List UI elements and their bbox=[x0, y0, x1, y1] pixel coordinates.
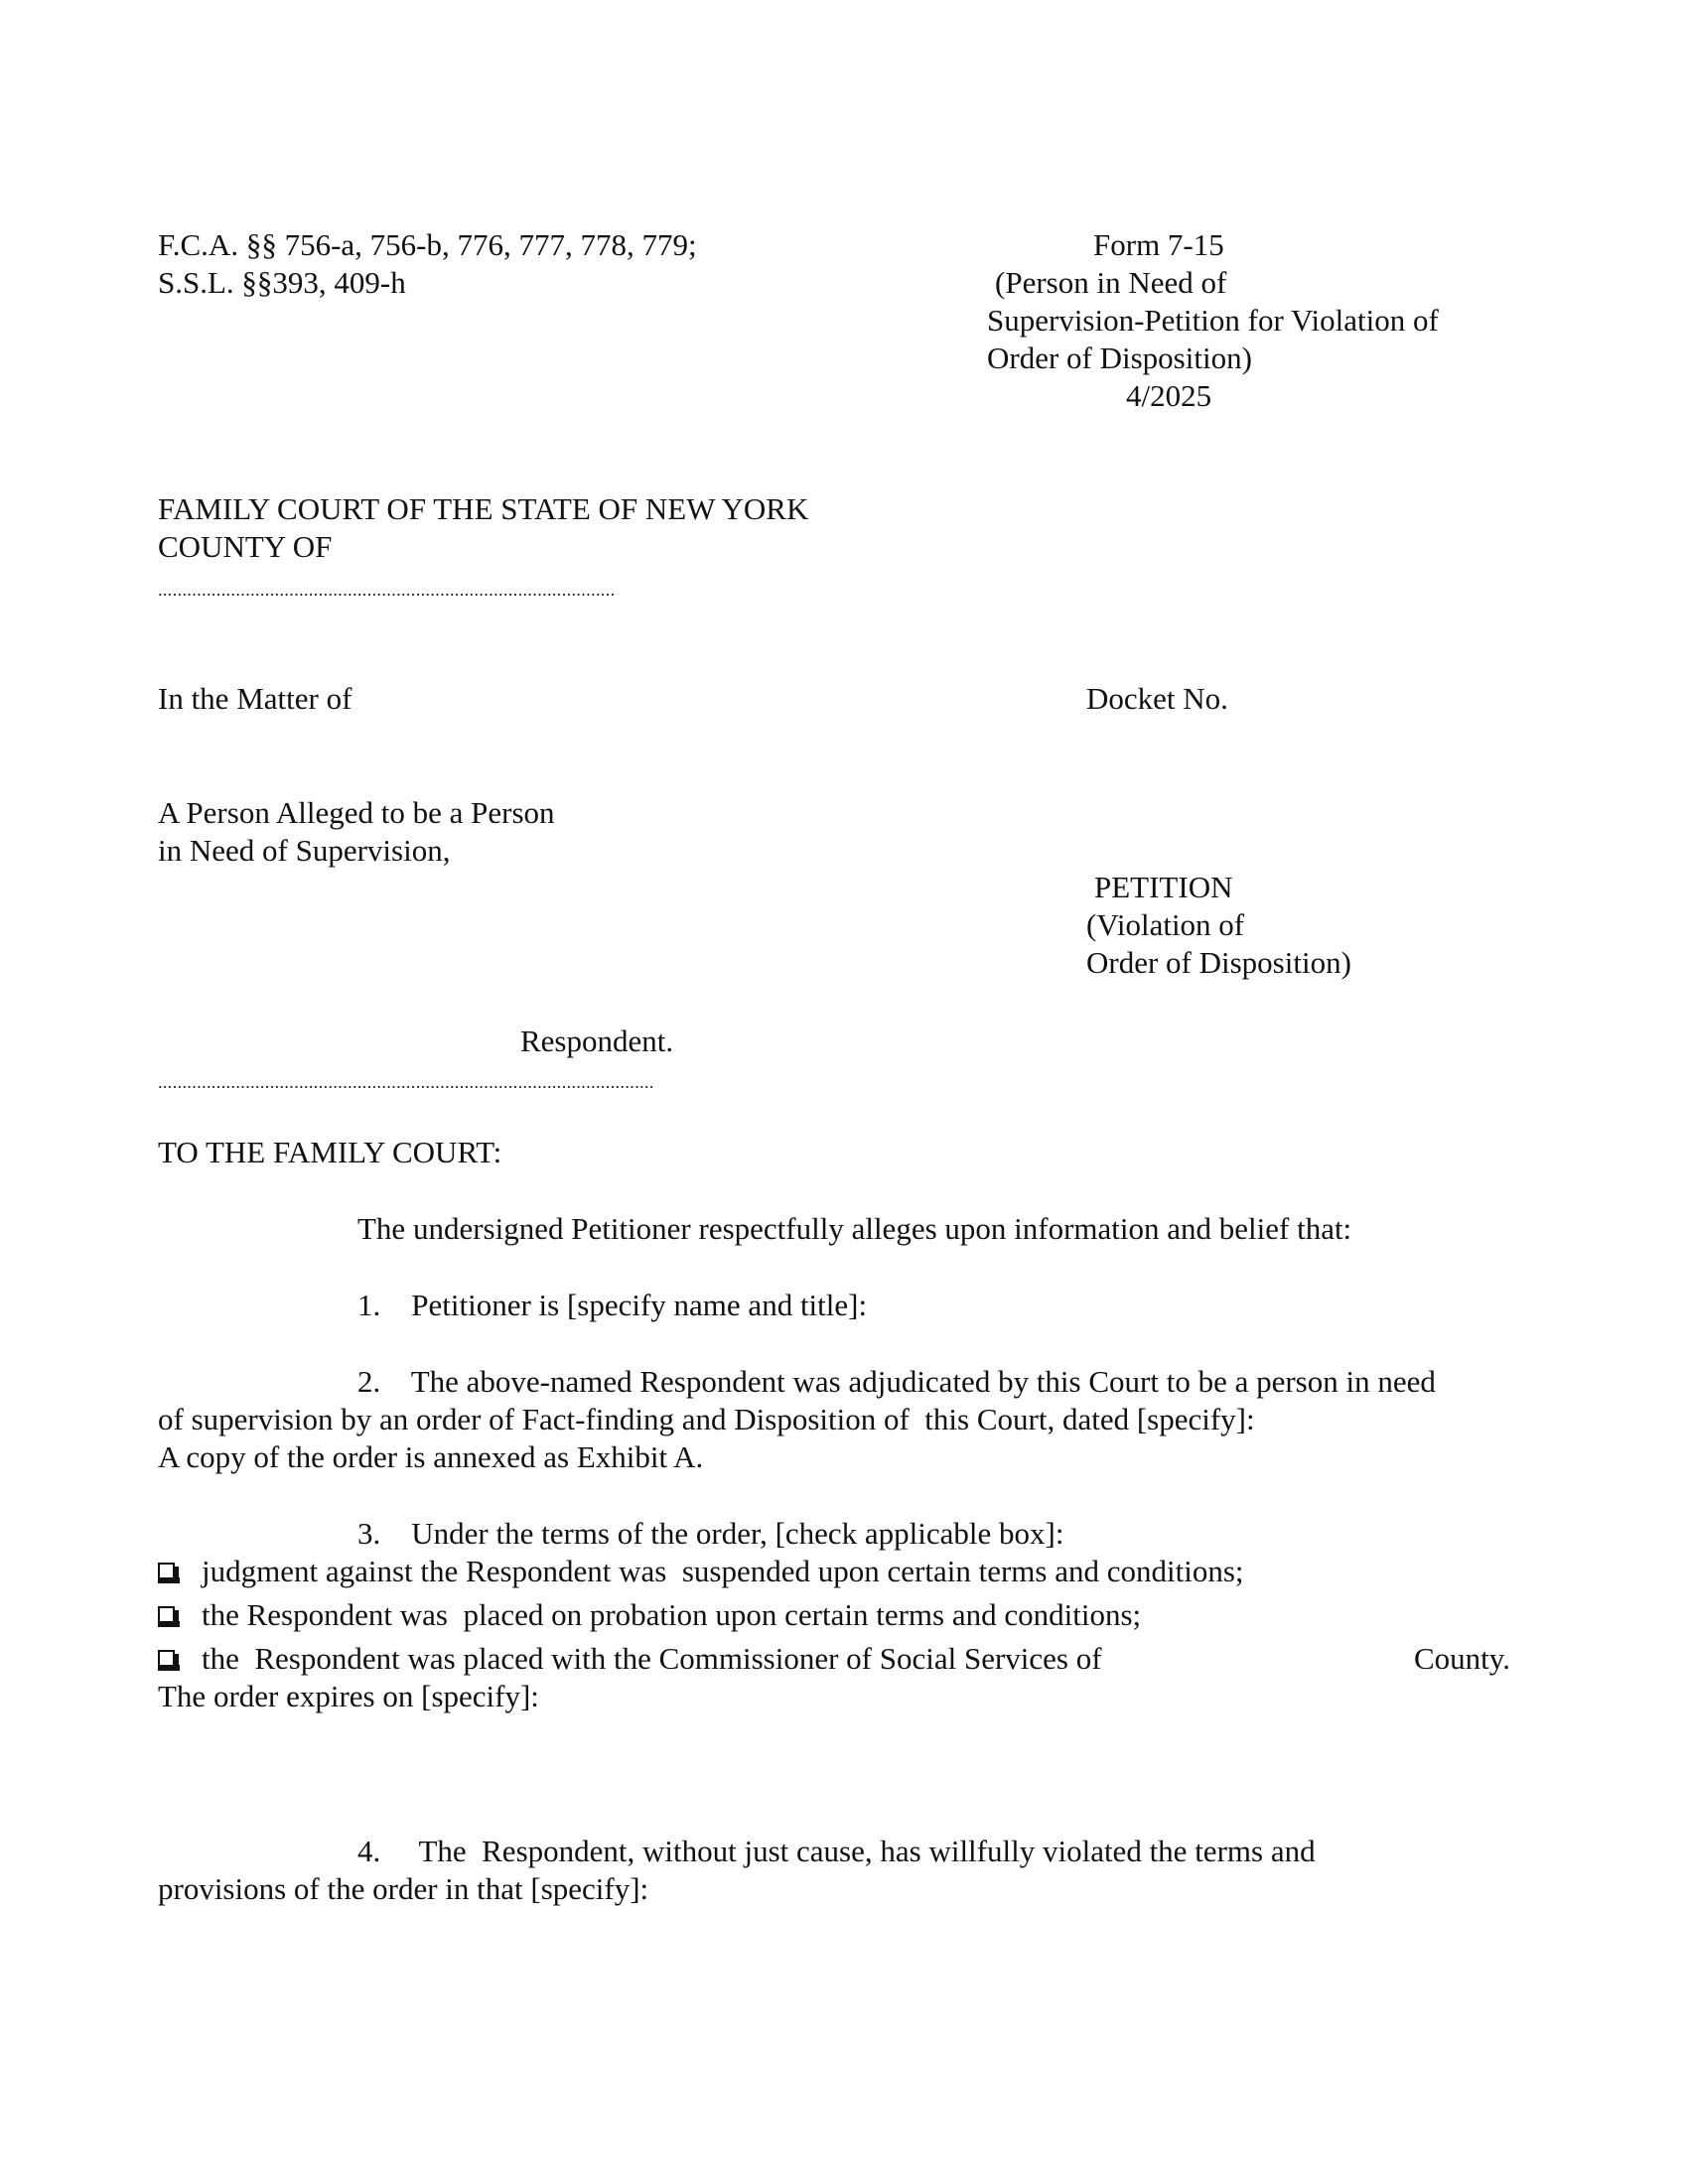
paragraph-3: 3. Under the terms of the order, [check applicable box]: bbox=[357, 1516, 1064, 1551]
county-label: COUNTY OF bbox=[158, 529, 333, 564]
respondent-description-line1: A Person Alleged to be a Person bbox=[158, 795, 555, 830]
statute-citation-fca: F.C.A. §§ 756-a, 756-b, 776, 777, 778, 779; bbox=[158, 227, 697, 262]
checkbox-judgment-suspended[interactable] bbox=[158, 1563, 175, 1579]
county-suffix: County. bbox=[1414, 1641, 1511, 1676]
document-subtitle-line1: (Violation of bbox=[1086, 907, 1245, 942]
intro-paragraph: The undersigned Petitioner respectfully alleges upon information and belief that: bbox=[357, 1211, 1352, 1246]
paragraph-2-line1: 2. The above-named Respondent was adjudicated by this Court to be a person in need bbox=[357, 1364, 1436, 1399]
statute-citation-ssl: S.S.L. §§393, 409-h bbox=[158, 265, 406, 300]
caption-separator-bottom: ...................................................................................................... bbox=[158, 1072, 654, 1092]
option-probation: the Respondent was placed on probation upon certain terms and conditions; bbox=[202, 1597, 1142, 1632]
paragraph-1: 1. Petitioner is [specify name and title]: bbox=[357, 1288, 868, 1322]
in-the-matter-of: In the Matter of bbox=[158, 681, 352, 716]
respondent-description-line2: in Need of Supervision, bbox=[158, 833, 451, 868]
salutation: TO THE FAMILY COURT: bbox=[158, 1135, 502, 1169]
option-judgment-suspended: judgment against the Respondent was suspended upon certain terms and conditions; bbox=[202, 1554, 1244, 1588]
court-name: FAMILY COURT OF THE STATE OF NEW YORK bbox=[158, 491, 809, 526]
paragraph-2-line3: A copy of the order is annexed as Exhibit A. bbox=[158, 1439, 704, 1474]
paragraph-2-line2: of supervision by an order of Fact-finding and Disposition of this Court, dated [specify]: bbox=[158, 1402, 1255, 1436]
document-title: PETITION bbox=[1094, 870, 1233, 904]
respondent-label: Respondent. bbox=[520, 1024, 674, 1058]
form-description-line2: Supervision-Petition for Violation of bbox=[987, 303, 1439, 338]
option-placement-commissioner: the Respondent was placed with the Commissioner of Social Services of bbox=[202, 1641, 1102, 1676]
form-description-line1: (Person in Need of bbox=[995, 265, 1227, 300]
form-date: 4/2025 bbox=[1126, 378, 1212, 413]
form-number: Form 7-15 bbox=[1093, 227, 1224, 262]
order-expiration: The order expires on [specify]: bbox=[158, 1679, 539, 1713]
checkbox-placement-commissioner[interactable] bbox=[158, 1650, 175, 1667]
docket-number-label: Docket No. bbox=[1086, 681, 1228, 716]
document-subtitle-line2: Order of Disposition) bbox=[1086, 945, 1351, 980]
paragraph-4-line1: 4. The Respondent, without just cause, has willfully violated the terms and bbox=[357, 1834, 1316, 1868]
paragraph-4-line2: provisions of the order in that [specify]: bbox=[158, 1871, 649, 1906]
caption-separator-top: .............................................................................................. bbox=[158, 580, 616, 600]
form-description-line3: Order of Disposition) bbox=[987, 341, 1252, 375]
checkbox-probation[interactable] bbox=[158, 1606, 175, 1623]
